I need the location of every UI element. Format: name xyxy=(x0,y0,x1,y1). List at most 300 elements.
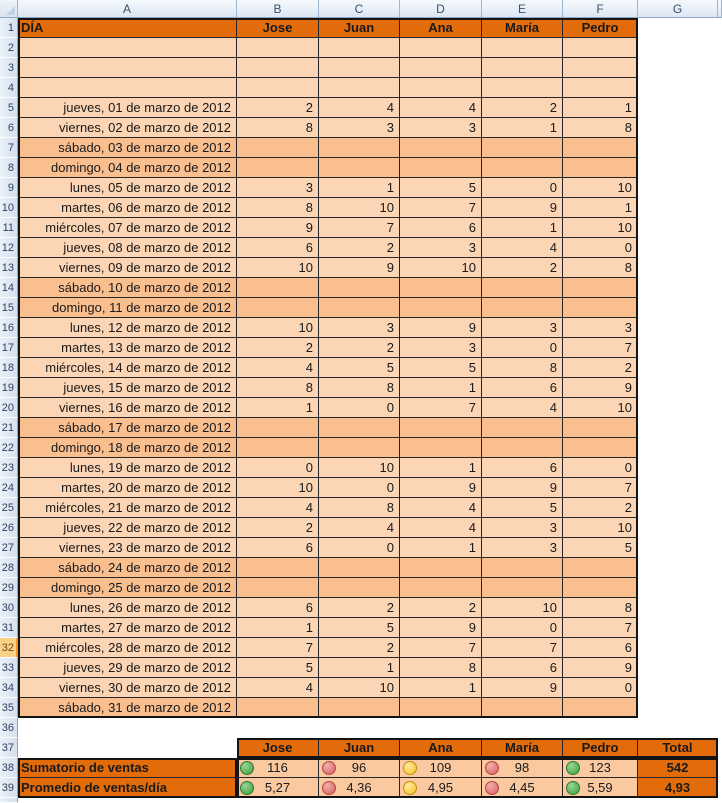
cell-A16[interactable]: lunes, 12 de marzo de 2012 xyxy=(18,318,237,338)
cell-G21[interactable] xyxy=(638,418,718,438)
row-header-1[interactable]: 1 xyxy=(0,18,18,38)
cell-G22[interactable] xyxy=(638,438,718,458)
cell-A34[interactable]: viernes, 30 de marzo de 2012 xyxy=(18,678,237,698)
cell-C15[interactable] xyxy=(319,298,400,318)
cell-F12[interactable]: 0 xyxy=(563,238,638,258)
cell-B28[interactable] xyxy=(237,558,319,578)
cell-D24[interactable]: 9 xyxy=(400,478,482,498)
cell-D23[interactable]: 1 xyxy=(400,458,482,478)
cell-G8[interactable] xyxy=(638,158,718,178)
cell-E36[interactable] xyxy=(482,718,563,738)
cell-D20[interactable]: 7 xyxy=(400,398,482,418)
row-header-36[interactable]: 36 xyxy=(0,718,18,738)
cell-B24[interactable]: 10 xyxy=(237,478,319,498)
cell-A4[interactable] xyxy=(18,78,237,98)
cell-B23[interactable]: 0 xyxy=(237,458,319,478)
cell-E38[interactable] xyxy=(482,758,563,778)
row-header-13[interactable]: 13 xyxy=(0,258,18,278)
row-header-18[interactable]: 18 xyxy=(0,358,18,378)
cell-B10[interactable]: 8 xyxy=(237,198,319,218)
row-header-23[interactable]: 23 xyxy=(0,458,18,478)
row-header-35[interactable]: 35 xyxy=(0,698,18,718)
cell-G29[interactable] xyxy=(638,578,718,598)
cell-E22[interactable] xyxy=(482,438,563,458)
row-header-38[interactable]: 38 xyxy=(0,758,18,778)
cell-D33[interactable]: 8 xyxy=(400,658,482,678)
cell-C35[interactable] xyxy=(319,698,400,718)
row-header-30[interactable]: 30 xyxy=(0,598,18,618)
cell-D36[interactable] xyxy=(400,718,482,738)
row-header-9[interactable]: 9 xyxy=(0,178,18,198)
cell-D29[interactable] xyxy=(400,578,482,598)
cell-F14[interactable] xyxy=(563,278,638,298)
cell-E27[interactable]: 3 xyxy=(482,538,563,558)
cell-G23[interactable] xyxy=(638,458,718,478)
cell-B13[interactable]: 10 xyxy=(237,258,319,278)
cell-G17[interactable] xyxy=(638,338,718,358)
cell-C17[interactable]: 2 xyxy=(319,338,400,358)
cell-D26[interactable]: 4 xyxy=(400,518,482,538)
row-header-21[interactable]: 21 xyxy=(0,418,18,438)
cell-E14[interactable] xyxy=(482,278,563,298)
cell-C30[interactable]: 2 xyxy=(319,598,400,618)
cell-B14[interactable] xyxy=(237,278,319,298)
cell-G20[interactable] xyxy=(638,398,718,418)
row-header-25[interactable]: 25 xyxy=(0,498,18,518)
cell-B37[interactable]: Jose xyxy=(237,738,319,758)
cell-F39[interactable] xyxy=(563,778,638,798)
cell-B26[interactable]: 2 xyxy=(237,518,319,538)
cell-D38[interactable] xyxy=(400,758,482,778)
cell-D32[interactable]: 7 xyxy=(400,638,482,658)
cell-D19[interactable]: 1 xyxy=(400,378,482,398)
cell-C32[interactable]: 2 xyxy=(319,638,400,658)
cell-C27[interactable]: 0 xyxy=(319,538,400,558)
cell-E20[interactable]: 4 xyxy=(482,398,563,418)
cell-D14[interactable] xyxy=(400,278,482,298)
cell-E4[interactable] xyxy=(482,78,563,98)
cell-E7[interactable] xyxy=(482,138,563,158)
row-header-31[interactable]: 31 xyxy=(0,618,18,638)
row-header-28[interactable]: 28 xyxy=(0,558,18,578)
column-header-B[interactable]: B xyxy=(237,0,319,17)
row-header-39[interactable]: 39 xyxy=(0,778,18,798)
column-header-F[interactable]: F xyxy=(563,0,638,17)
row-header-33[interactable]: 33 xyxy=(0,658,18,678)
cell-D22[interactable] xyxy=(400,438,482,458)
row-header-19[interactable]: 19 xyxy=(0,378,18,398)
cell-G28[interactable] xyxy=(638,558,718,578)
cell-C16[interactable]: 3 xyxy=(319,318,400,338)
row-header-24[interactable]: 24 xyxy=(0,478,18,498)
cell-F10[interactable]: 1 xyxy=(563,198,638,218)
cell-D39[interactable] xyxy=(400,778,482,798)
cell-F11[interactable]: 10 xyxy=(563,218,638,238)
cell-F16[interactable]: 3 xyxy=(563,318,638,338)
cell-G1[interactable] xyxy=(638,18,718,38)
cell-D18[interactable]: 5 xyxy=(400,358,482,378)
cell-C8[interactable] xyxy=(319,158,400,178)
row-header-17[interactable]: 17 xyxy=(0,338,18,358)
cell-C2[interactable] xyxy=(319,38,400,58)
cell-B1[interactable]: Jose xyxy=(237,18,319,38)
cell-F19[interactable]: 9 xyxy=(563,378,638,398)
cell-E23[interactable]: 6 xyxy=(482,458,563,478)
cell-B8[interactable] xyxy=(237,158,319,178)
cell-D3[interactable] xyxy=(400,58,482,78)
cell-A6[interactable]: viernes, 02 de marzo de 2012 xyxy=(18,118,237,138)
row-header-37[interactable]: 37 xyxy=(0,738,18,758)
cell-G5[interactable] xyxy=(638,98,718,118)
cell-F3[interactable] xyxy=(563,58,638,78)
cell-C26[interactable]: 4 xyxy=(319,518,400,538)
cell-G4[interactable] xyxy=(638,78,718,98)
cell-F20[interactable]: 10 xyxy=(563,398,638,418)
cell-A11[interactable]: miércoles, 07 de marzo de 2012 xyxy=(18,218,237,238)
cell-B29[interactable] xyxy=(237,578,319,598)
cell-B19[interactable]: 8 xyxy=(237,378,319,398)
cell-B18[interactable]: 4 xyxy=(237,358,319,378)
cell-G10[interactable] xyxy=(638,198,718,218)
cell-D28[interactable] xyxy=(400,558,482,578)
column-header-D[interactable]: D xyxy=(400,0,482,17)
cell-F38[interactable] xyxy=(563,758,638,778)
cell-F33[interactable]: 9 xyxy=(563,658,638,678)
cell-E39[interactable] xyxy=(482,778,563,798)
cell-A12[interactable]: jueves, 08 de marzo de 2012 xyxy=(18,238,237,258)
cell-A36[interactable] xyxy=(18,718,237,738)
cell-F26[interactable]: 10 xyxy=(563,518,638,538)
cell-B27[interactable]: 6 xyxy=(237,538,319,558)
cell-G6[interactable] xyxy=(638,118,718,138)
cell-F24[interactable]: 7 xyxy=(563,478,638,498)
cell-E29[interactable] xyxy=(482,578,563,598)
row-header-8[interactable]: 8 xyxy=(0,158,18,178)
cell-G39[interactable]: 4,93 xyxy=(638,778,718,798)
cell-E25[interactable]: 5 xyxy=(482,498,563,518)
cell-A17[interactable]: martes, 13 de marzo de 2012 xyxy=(18,338,237,358)
cell-C39[interactable] xyxy=(319,778,400,798)
cell-C14[interactable] xyxy=(319,278,400,298)
cell-A26[interactable]: jueves, 22 de marzo de 2012 xyxy=(18,518,237,538)
cell-F25[interactable]: 2 xyxy=(563,498,638,518)
cell-G25[interactable] xyxy=(638,498,718,518)
cell-C28[interactable] xyxy=(319,558,400,578)
cell-F7[interactable] xyxy=(563,138,638,158)
cell-E33[interactable]: 6 xyxy=(482,658,563,678)
cell-C3[interactable] xyxy=(319,58,400,78)
cell-F22[interactable] xyxy=(563,438,638,458)
cell-F5[interactable]: 1 xyxy=(563,98,638,118)
cell-G14[interactable] xyxy=(638,278,718,298)
row-header-12[interactable]: 12 xyxy=(0,238,18,258)
cell-B15[interactable] xyxy=(237,298,319,318)
cell-G26[interactable] xyxy=(638,518,718,538)
cell-B39[interactable] xyxy=(237,778,319,798)
cell-C23[interactable]: 10 xyxy=(319,458,400,478)
cell-G30[interactable] xyxy=(638,598,718,618)
cell-A2[interactable] xyxy=(18,38,237,58)
cell-E11[interactable]: 1 xyxy=(482,218,563,238)
cell-B4[interactable] xyxy=(237,78,319,98)
cell-G38[interactable]: 542 xyxy=(638,758,718,778)
cell-A10[interactable]: martes, 06 de marzo de 2012 xyxy=(18,198,237,218)
cell-A25[interactable]: miércoles, 21 de marzo de 2012 xyxy=(18,498,237,518)
row-header-5[interactable]: 5 xyxy=(0,98,18,118)
cell-F34[interactable]: 0 xyxy=(563,678,638,698)
cell-B17[interactable]: 2 xyxy=(237,338,319,358)
cell-A9[interactable]: lunes, 05 de marzo de 2012 xyxy=(18,178,237,198)
cell-C34[interactable]: 10 xyxy=(319,678,400,698)
cell-C1[interactable]: Juan xyxy=(319,18,400,38)
cell-C19[interactable]: 8 xyxy=(319,378,400,398)
cell-G11[interactable] xyxy=(638,218,718,238)
cell-D2[interactable] xyxy=(400,38,482,58)
cell-C22[interactable] xyxy=(319,438,400,458)
cell-D35[interactable] xyxy=(400,698,482,718)
cell-G32[interactable] xyxy=(638,638,718,658)
cell-A27[interactable]: viernes, 23 de marzo de 2012 xyxy=(18,538,237,558)
cell-C29[interactable] xyxy=(319,578,400,598)
cell-B5[interactable]: 2 xyxy=(237,98,319,118)
cell-B22[interactable] xyxy=(237,438,319,458)
cell-G13[interactable] xyxy=(638,258,718,278)
cell-G19[interactable] xyxy=(638,378,718,398)
cell-F30[interactable]: 8 xyxy=(563,598,638,618)
cell-F2[interactable] xyxy=(563,38,638,58)
row-header-3[interactable]: 3 xyxy=(0,58,18,78)
cell-A14[interactable]: sábado, 10 de marzo de 2012 xyxy=(18,278,237,298)
cell-G35[interactable] xyxy=(638,698,718,718)
cell-B31[interactable]: 1 xyxy=(237,618,319,638)
cell-G7[interactable] xyxy=(638,138,718,158)
cell-F21[interactable] xyxy=(563,418,638,438)
cell-C10[interactable]: 10 xyxy=(319,198,400,218)
cell-A35[interactable]: sábado, 31 de marzo de 2012 xyxy=(18,698,237,718)
cell-E24[interactable]: 9 xyxy=(482,478,563,498)
select-all-corner[interactable] xyxy=(0,0,18,17)
cell-C11[interactable]: 7 xyxy=(319,218,400,238)
cell-A8[interactable]: domingo, 04 de marzo de 2012 xyxy=(18,158,237,178)
cell-A18[interactable]: miércoles, 14 de marzo de 2012 xyxy=(18,358,237,378)
cell-E19[interactable]: 6 xyxy=(482,378,563,398)
cell-B30[interactable]: 6 xyxy=(237,598,319,618)
row-header-2[interactable]: 2 xyxy=(0,38,18,58)
cell-A38[interactable]: Sumatorio de ventas xyxy=(18,758,237,778)
cell-G24[interactable] xyxy=(638,478,718,498)
cell-D21[interactable] xyxy=(400,418,482,438)
cell-C25[interactable]: 8 xyxy=(319,498,400,518)
cell-F32[interactable]: 6 xyxy=(563,638,638,658)
cell-D12[interactable]: 3 xyxy=(400,238,482,258)
row-header-10[interactable]: 10 xyxy=(0,198,18,218)
cell-A20[interactable]: viernes, 16 de marzo de 2012 xyxy=(18,398,237,418)
cell-C13[interactable]: 9 xyxy=(319,258,400,278)
cell-F1[interactable]: Pedro xyxy=(563,18,638,38)
row-header-14[interactable]: 14 xyxy=(0,278,18,298)
cell-G12[interactable] xyxy=(638,238,718,258)
cell-A3[interactable] xyxy=(18,58,237,78)
cell-A32[interactable]: miércoles, 28 de marzo de 2012 xyxy=(18,638,237,658)
cell-C38[interactable] xyxy=(319,758,400,778)
cell-C20[interactable]: 0 xyxy=(319,398,400,418)
cell-E37[interactable]: María xyxy=(482,738,563,758)
cell-A30[interactable]: lunes, 26 de marzo de 2012 xyxy=(18,598,237,618)
cell-D9[interactable]: 5 xyxy=(400,178,482,198)
cell-B20[interactable]: 1 xyxy=(237,398,319,418)
cell-E35[interactable] xyxy=(482,698,563,718)
cell-D7[interactable] xyxy=(400,138,482,158)
cell-F31[interactable]: 7 xyxy=(563,618,638,638)
row-header-7[interactable]: 7 xyxy=(0,138,18,158)
cell-A1[interactable]: DÍA xyxy=(18,18,237,38)
cell-G34[interactable] xyxy=(638,678,718,698)
cell-E17[interactable]: 0 xyxy=(482,338,563,358)
cell-A7[interactable]: sábado, 03 de marzo de 2012 xyxy=(18,138,237,158)
cell-D1[interactable]: Ana xyxy=(400,18,482,38)
cell-C4[interactable] xyxy=(319,78,400,98)
cell-D13[interactable]: 10 xyxy=(400,258,482,278)
cell-E18[interactable]: 8 xyxy=(482,358,563,378)
cell-C36[interactable] xyxy=(319,718,400,738)
cell-A31[interactable]: martes, 27 de marzo de 2012 xyxy=(18,618,237,638)
cell-B33[interactable]: 5 xyxy=(237,658,319,678)
cell-G31[interactable] xyxy=(638,618,718,638)
cell-D25[interactable]: 4 xyxy=(400,498,482,518)
cell-A37[interactable] xyxy=(18,738,237,758)
cell-C37[interactable]: Juan xyxy=(319,738,400,758)
cell-B12[interactable]: 6 xyxy=(237,238,319,258)
row-header-4[interactable]: 4 xyxy=(0,78,18,98)
cell-D27[interactable]: 1 xyxy=(400,538,482,558)
row-header-34[interactable]: 34 xyxy=(0,678,18,698)
column-header-G[interactable]: G xyxy=(638,0,718,17)
row-header-22[interactable]: 22 xyxy=(0,438,18,458)
cell-D17[interactable]: 3 xyxy=(400,338,482,358)
cell-F6[interactable]: 8 xyxy=(563,118,638,138)
row-header-27[interactable]: 27 xyxy=(0,538,18,558)
cell-E30[interactable]: 10 xyxy=(482,598,563,618)
cell-E34[interactable]: 9 xyxy=(482,678,563,698)
cell-G9[interactable] xyxy=(638,178,718,198)
cell-F29[interactable] xyxy=(563,578,638,598)
cell-C33[interactable]: 1 xyxy=(319,658,400,678)
cell-F8[interactable] xyxy=(563,158,638,178)
cell-E13[interactable]: 2 xyxy=(482,258,563,278)
cell-A22[interactable]: domingo, 18 de marzo de 2012 xyxy=(18,438,237,458)
row-header-40[interactable] xyxy=(0,798,18,803)
cell-C7[interactable] xyxy=(319,138,400,158)
cell-E31[interactable]: 0 xyxy=(482,618,563,638)
cell-B6[interactable]: 8 xyxy=(237,118,319,138)
cell-F18[interactable]: 2 xyxy=(563,358,638,378)
cell-G2[interactable] xyxy=(638,38,718,58)
cell-B9[interactable]: 3 xyxy=(237,178,319,198)
cell-A39[interactable]: Promedio de ventas/día xyxy=(18,778,237,798)
cell-E3[interactable] xyxy=(482,58,563,78)
cell-D4[interactable] xyxy=(400,78,482,98)
cell-E28[interactable] xyxy=(482,558,563,578)
cell-B34[interactable]: 4 xyxy=(237,678,319,698)
cell-C24[interactable]: 0 xyxy=(319,478,400,498)
cell-C12[interactable]: 2 xyxy=(319,238,400,258)
cell-C6[interactable]: 3 xyxy=(319,118,400,138)
cell-G16[interactable] xyxy=(638,318,718,338)
column-header-A[interactable]: A xyxy=(18,0,237,17)
cell-F23[interactable]: 0 xyxy=(563,458,638,478)
cell-G15[interactable] xyxy=(638,298,718,318)
cell-B38[interactable] xyxy=(237,758,319,778)
cell-A21[interactable]: sábado, 17 de marzo de 2012 xyxy=(18,418,237,438)
cell-D16[interactable]: 9 xyxy=(400,318,482,338)
cell-E16[interactable]: 3 xyxy=(482,318,563,338)
row-header-11[interactable]: 11 xyxy=(0,218,18,238)
cell-A29[interactable]: domingo, 25 de marzo de 2012 xyxy=(18,578,237,598)
row-header-15[interactable]: 15 xyxy=(0,298,18,318)
cell-E32[interactable]: 7 xyxy=(482,638,563,658)
cell-D15[interactable] xyxy=(400,298,482,318)
cell-A5[interactable]: jueves, 01 de marzo de 2012 xyxy=(18,98,237,118)
cell-B25[interactable]: 4 xyxy=(237,498,319,518)
cell-F9[interactable]: 10 xyxy=(563,178,638,198)
cell-G37[interactable]: Total xyxy=(638,738,718,758)
cell-B35[interactable] xyxy=(237,698,319,718)
cell-B21[interactable] xyxy=(237,418,319,438)
cell-F27[interactable]: 5 xyxy=(563,538,638,558)
cell-E26[interactable]: 3 xyxy=(482,518,563,538)
cell-E10[interactable]: 9 xyxy=(482,198,563,218)
cell-F36[interactable] xyxy=(563,718,638,738)
cell-F13[interactable]: 8 xyxy=(563,258,638,278)
cell-C5[interactable]: 4 xyxy=(319,98,400,118)
cell-B16[interactable]: 10 xyxy=(237,318,319,338)
cell-F35[interactable] xyxy=(563,698,638,718)
cell-F4[interactable] xyxy=(563,78,638,98)
cell-G18[interactable] xyxy=(638,358,718,378)
cell-C31[interactable]: 5 xyxy=(319,618,400,638)
cell-F28[interactable] xyxy=(563,558,638,578)
cell-E6[interactable]: 1 xyxy=(482,118,563,138)
cell-C18[interactable]: 5 xyxy=(319,358,400,378)
cell-D30[interactable]: 2 xyxy=(400,598,482,618)
cell-G33[interactable] xyxy=(638,658,718,678)
cell-F15[interactable] xyxy=(563,298,638,318)
cell-E2[interactable] xyxy=(482,38,563,58)
column-header-E[interactable]: E xyxy=(482,0,563,17)
cell-D11[interactable]: 6 xyxy=(400,218,482,238)
row-header-20[interactable]: 20 xyxy=(0,398,18,418)
cell-B2[interactable] xyxy=(237,38,319,58)
cell-E12[interactable]: 4 xyxy=(482,238,563,258)
row-header-29[interactable]: 29 xyxy=(0,578,18,598)
cell-C21[interactable] xyxy=(319,418,400,438)
cell-A33[interactable]: jueves, 29 de marzo de 2012 xyxy=(18,658,237,678)
cell-A24[interactable]: martes, 20 de marzo de 2012 xyxy=(18,478,237,498)
cell-B11[interactable]: 9 xyxy=(237,218,319,238)
cell-A13[interactable]: viernes, 09 de marzo de 2012 xyxy=(18,258,237,278)
cell-E15[interactable] xyxy=(482,298,563,318)
cell-G36[interactable] xyxy=(638,718,718,738)
cell-E21[interactable] xyxy=(482,418,563,438)
cell-F37[interactable]: Pedro xyxy=(563,738,638,758)
cell-E9[interactable]: 0 xyxy=(482,178,563,198)
cell-D8[interactable] xyxy=(400,158,482,178)
cell-D37[interactable]: Ana xyxy=(400,738,482,758)
cell-E5[interactable]: 2 xyxy=(482,98,563,118)
column-header-C[interactable]: C xyxy=(319,0,400,17)
cell-D31[interactable]: 9 xyxy=(400,618,482,638)
cell-E1[interactable]: María xyxy=(482,18,563,38)
